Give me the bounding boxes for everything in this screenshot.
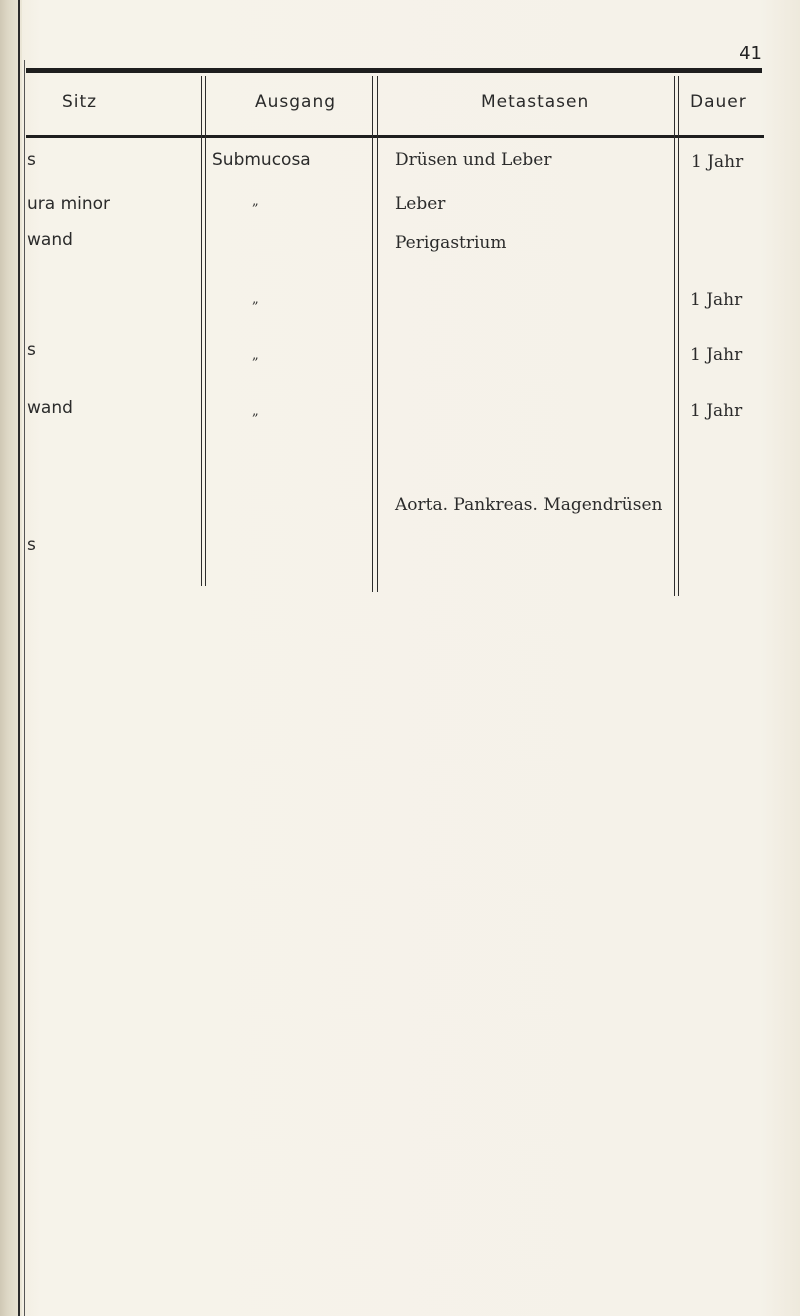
column-divider-sitz-double <box>205 76 206 586</box>
column-divider-sitz <box>201 76 202 586</box>
table-cell-ausgang-ditto: „ <box>252 404 260 419</box>
table-cell-dauer: 1 Jahr <box>690 345 743 365</box>
table-cell-sitz: s <box>27 150 36 170</box>
table-cell-dauer: 1 Jahr <box>690 290 743 310</box>
table-cell-ausgang: Submucosa <box>212 150 311 170</box>
table-cell-metastasen: Perigastrium <box>395 233 507 253</box>
table-cell-sitz: s <box>27 535 36 555</box>
column-divider-metastasen <box>674 76 675 596</box>
header-metastasen: Metastasen <box>481 92 590 112</box>
column-divider-metastasen-double <box>678 76 679 596</box>
table-cell-sitz: wand <box>27 398 73 418</box>
table-cell-sitz: ura minor <box>27 194 111 214</box>
binding-line <box>18 0 20 1316</box>
page-number: 41 <box>739 43 762 64</box>
header-ausgang: Ausgang <box>255 92 337 112</box>
table-cell-ausgang-ditto: „ <box>252 348 260 363</box>
table-header-rule <box>26 135 764 138</box>
table-cell-ausgang-ditto: „ <box>252 194 260 209</box>
table-cell-metastasen: Aorta. Pankreas. Magendrüsen <box>395 495 663 515</box>
header-sitz: Sitz <box>62 92 98 112</box>
table-top-rule <box>26 68 762 73</box>
table-cell-dauer: 1 Jahr <box>690 401 743 421</box>
column-divider-ausgang-double <box>377 76 378 592</box>
table-cell-metastasen: Leber <box>395 194 446 214</box>
binding-line-inner <box>24 60 25 1316</box>
table-cell-sitz: wand <box>27 230 73 250</box>
table-cell-ausgang-ditto: „ <box>252 292 260 307</box>
table-cell-metastasen: Drüsen und Leber <box>395 150 552 170</box>
header-dauer: Dauer <box>690 92 747 112</box>
table-cell-sitz: s <box>27 340 36 360</box>
column-divider-ausgang <box>372 76 373 592</box>
table-cell-dauer: 1 Jahr <box>691 152 744 172</box>
